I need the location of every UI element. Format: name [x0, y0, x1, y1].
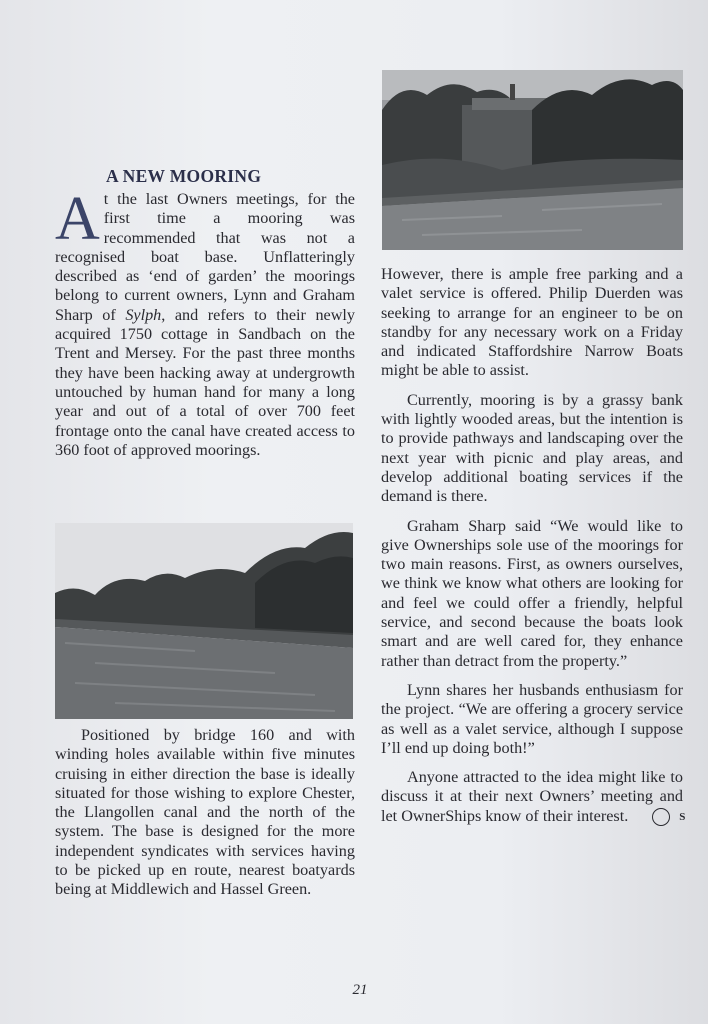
drop-cap: A [55, 185, 100, 253]
location-paragraph: Positioned by bridge 160 and with winding holes available within five minutes cruising in either direction the base is ideally situated for those wishing to explore Chester, the Llangollen canal and the north of the system. The base is designed for the more independent syndicates with services having to be picked up en route, nearest boatyards being at Middlewich and Hassel Green. [55, 726, 355, 899]
intro-text-1: t the last Owners meetings, for the first time a mooring was recommended that was not a recognised boat base. Unflatteringly described as ‘end of garden’ the moorings belong to current owners, Lynn and Graham Sharp of [55, 190, 355, 324]
intro-text-2: , and refers to their newly acquired 1750 cottage in Sandbach on the Trent and Mersey. For the past three months they have been hacking away at undergrowth untouched by human hand for many a long year and out of a total of over 700 feet frontage onto the canal have created access to 360 foot of approved moorings. [55, 305, 356, 459]
graham-quote-paragraph: Graham Sharp said “We would like to give Ownerships sole use of the moorings for two main reasons. First, as owners ourselves, we think we know what others are looking for and feel we could offer a friendly, helpful service, and second because the boats look smart and are well cared for, they enhance rather than detract from the property.” [381, 516, 683, 670]
canal-trees-photo [55, 523, 353, 719]
right-column [381, 265, 686, 826]
lynn-quote-paragraph: Lynn shares her husbands enthusiasm for the project. “We are offering a grocery service as well as a valet service, although I suppose I’ll end up doing both!” [381, 680, 683, 757]
parking-paragraph: However, there is ample free parking and a valet service is offered. Philip Duerden was seeking to arrange for an engineer to be on standby for any necessary work on a Friday and indicated Staffordshire Narrow Boats might be able to assist. [381, 265, 683, 380]
intro-paragraph [55, 185, 356, 460]
cottage-canal-image [382, 70, 683, 250]
cottage-canal-photo [382, 70, 683, 250]
closing-paragraph [381, 768, 686, 826]
page-number: 21 [352, 982, 368, 998]
canal-trees-image [55, 523, 353, 719]
current-mooring-paragraph: Currently, mooring is by a grassy bank with lightly wooded areas, but the intention is to provide pathways and landscaping over the next year with picnic and play areas, and develop additional boating services if the demand is there. [381, 390, 683, 506]
boat-name: Sylph [125, 305, 162, 324]
closing-text: Anyone attracted to the idea might like to discuss it at their next Owners’ meeting and let OwnerShips know of their interest. [381, 768, 683, 825]
article-headline: A NEW MOORING [106, 165, 262, 186]
end-of-article-icon: S [652, 808, 670, 826]
